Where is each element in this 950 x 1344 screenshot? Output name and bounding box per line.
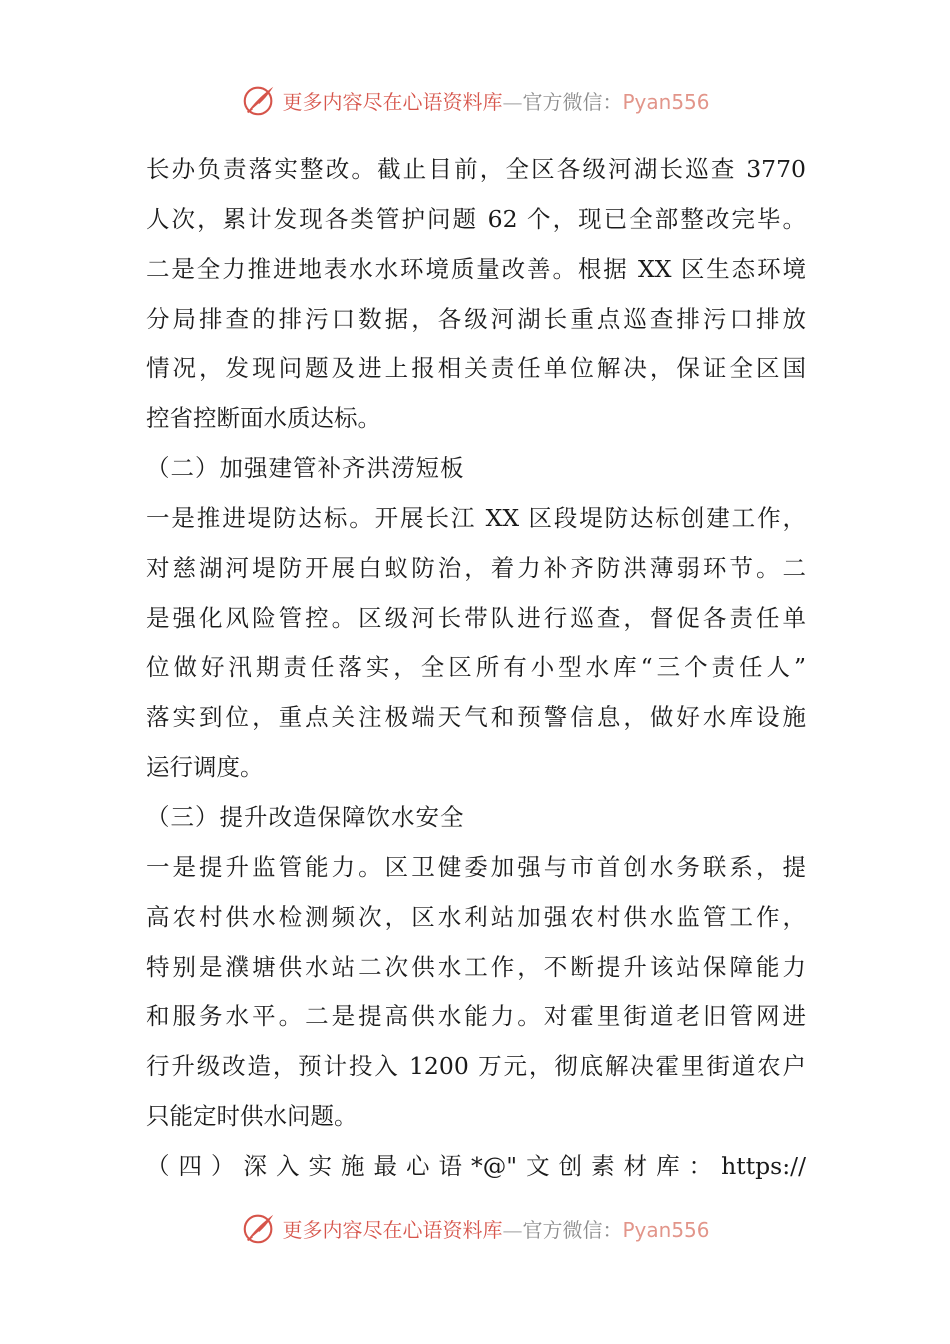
header-watermark-banner [0, 80, 950, 120]
quill-logo-icon [240, 81, 278, 119]
body-line: 控省控断面水质达标。 [146, 404, 381, 433]
banner-dash: — [502, 89, 523, 114]
body-line: 长办负责落实整改。截止目前，全区各级河湖长巡查 3770 [146, 155, 806, 183]
body-line: 和服务水平。二是提高供水能力。对霍里街道老旧管网进 [146, 1002, 806, 1031]
banner-subtitle: 官方微信： [522, 1217, 623, 1242]
section-heading: （四）深入实施最心语*@"文创素材库：https:// [146, 1151, 806, 1180]
body-line: 人次，累计发现各类管护问题 62 个，现已全部整改完毕。 [146, 204, 806, 233]
body-line: 对慈湖河堤防开展白蚁防治，着力补齐防洪薄弱环节。二 [146, 553, 806, 582]
banner-subtitle: 官方微信： [522, 89, 623, 114]
body-line: 行升级改造，预计投入 1200 万元，彻底解决霍里街道农户 [146, 1052, 806, 1081]
body-line: 特别是濮塘供水站二次供水工作，不断提升该站保障能力 [146, 952, 806, 981]
banner-dash: — [502, 1217, 523, 1242]
body-line: 是强化风险管控。区级河长带队进行巡查，督促各责任单 [146, 603, 806, 632]
body-line: 高农村供水检测频次，区水利站加强农村供水监管工作， [146, 902, 806, 931]
body-line: 二是全力推进地表水水环境质量改善。根据 XX 区生态环境 [146, 254, 806, 283]
banner-wechat-id: Pyan556 [622, 89, 710, 114]
body-line: 情况，发现问题及进上报相关责任单位解决，保证全区国 [146, 354, 806, 383]
quill-logo-icon [240, 1209, 278, 1247]
body-line: 分局排查的排污口数据，各级河湖长重点巡查排污口排放 [146, 304, 806, 333]
banner-title: 更多内容尽在心语资料库 [282, 89, 503, 114]
document-body [146, 145, 806, 1192]
section-heading: （三）提升改造保障饮水安全 [146, 802, 465, 831]
section-heading: （二）加强建管补齐洪涝短板 [146, 454, 465, 483]
body-line: 一是推进堤防达标。开展长江 XX 区段堤防达标创建工作， [146, 503, 806, 532]
banner-title: 更多内容尽在心语资料库 [282, 1217, 503, 1242]
body-line: 只能定时供水问题。 [146, 1102, 358, 1131]
body-line: 运行调度。 [146, 753, 264, 782]
body-line: 位做好汛期责任落实，全区所有小型水库“三个责任人” [146, 653, 806, 682]
banner-wechat-id: Pyan556 [622, 1217, 710, 1242]
body-line: 落实到位，重点关注极端天气和预警信息，做好水库设施 [146, 703, 806, 732]
footer-watermark-banner [0, 1208, 950, 1248]
body-line: 一是提升监管能力。区卫健委加强与市首创水务联系，提 [146, 852, 806, 881]
